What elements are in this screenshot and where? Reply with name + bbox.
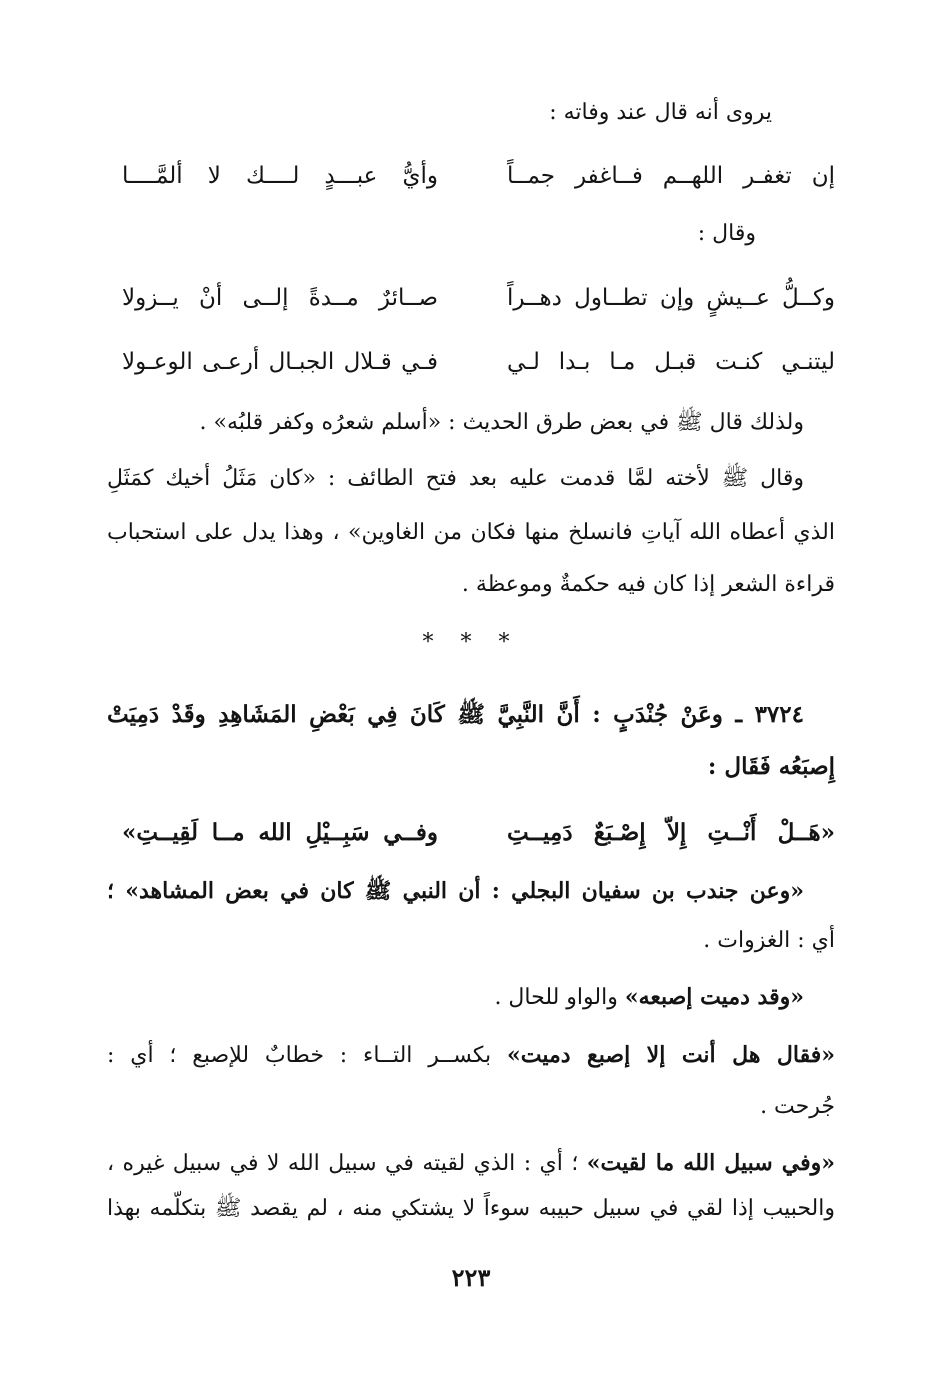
- quoted-phrase: «فقال هل أنت إلا إصبع دميت»: [506, 1042, 835, 1068]
- commentary-line-3: [76, 982, 804, 1013]
- verse-4-second-hemistich: وفــي سَبِــيْلِ الله مــا لَقِيــتِ»: [122, 819, 438, 846]
- quoted-phrase: «وقد دميت إصبعه»: [624, 984, 804, 1010]
- hadith-line-1: ٣٧٢٤ ـ وعَنْ جُنْدَبٍ : أَنَّ النَّبِيَّ ﷺ كَانَ فِي بَعْضِ المَشَاهِدِ وقَدْ دَمِيَتْ: [107, 701, 804, 728]
- commentary-line-4: [107, 1040, 835, 1071]
- verse-4-first-hemistich: «هَــلْ أَنْــتِ إِلاّ إِصْـبَعٌ دَمِيــتِ: [507, 819, 835, 846]
- explanation: ؛ أي : الذي لقيته في سبيل الله لا في سبيل غيره ،: [107, 1151, 587, 1176]
- paragraph-line-3: الذي أعطاه الله آياتِ فانسلخ منها فكان من الغاوين» ، وهذا يدل على استحباب: [107, 520, 835, 545]
- page-number: ٢٢٣: [451, 1263, 491, 1292]
- verse-2-first-hemistich: وكــلُّ عــيشٍ وإن تطــاول دهــراً: [507, 285, 835, 311]
- verse-1-first-hemistich: إن تغفـر اللهــم فــاغفر جمــاً: [507, 163, 835, 189]
- paragraph-line-2: وقال ﷺ لأخته لمَّا قدمت عليه بعد فتح الطائف : «كان مَثَلُ أخيك كمَثَلِ: [107, 466, 804, 491]
- commentary-line-1: «وعن جندب بن سفيان البجلي : أن النبي ﷺ كان في بعض المشاهد» ؛: [107, 878, 804, 904]
- explanation: بكســر التــاء : خطابٌ للإصبع ؛ أي :: [107, 1043, 507, 1068]
- said-line: وقال :: [697, 221, 756, 246]
- verse-2-second-hemistich: صــائرٌ مــدةً إلــى أنْ يــزولا: [122, 285, 438, 311]
- commentary-line-2: أي : الغزوات .: [703, 928, 835, 953]
- commentary-line-6: [107, 1148, 835, 1179]
- commentary-line-5: جُرحت .: [760, 1094, 835, 1119]
- explanation: والواو للحال .: [494, 985, 625, 1010]
- paragraph-line-1: ولذلك قال ﷺ في بعض طرق الحديث : «أسلم شعرُه وكفر قلبُه» .: [199, 410, 804, 435]
- verse-3-second-hemistich: فـي قـلال الجبـال أرعـى الوعـولا: [122, 349, 438, 375]
- paragraph-line-4: قراءة الشعر إذا كان فيه حكمةٌ وموعظة .: [461, 572, 835, 597]
- section-separator: * * *: [422, 630, 520, 655]
- verse-3-first-hemistich: ليتنـي كنـت قبـل مـا بـدا لـي: [507, 349, 835, 375]
- verse-1-second-hemistich: وأيُّ عبـــدٍ لــــك لا ألمَّــــا: [122, 163, 438, 189]
- quoted-phrase: «وفي سبيل الله ما لقيت»: [586, 1150, 835, 1176]
- intro-line: يروى أنه قال عند وفاته :: [549, 100, 772, 125]
- commentary-line-7: والحبيب إذا لقي في سبيل حبيبه سوءاً لا يشتكي منه ، لم يقصد ﷺ بتكلّمه بهذا: [107, 1196, 835, 1221]
- hadith-line-2: إِصبَعُه فَقَال :: [707, 753, 835, 780]
